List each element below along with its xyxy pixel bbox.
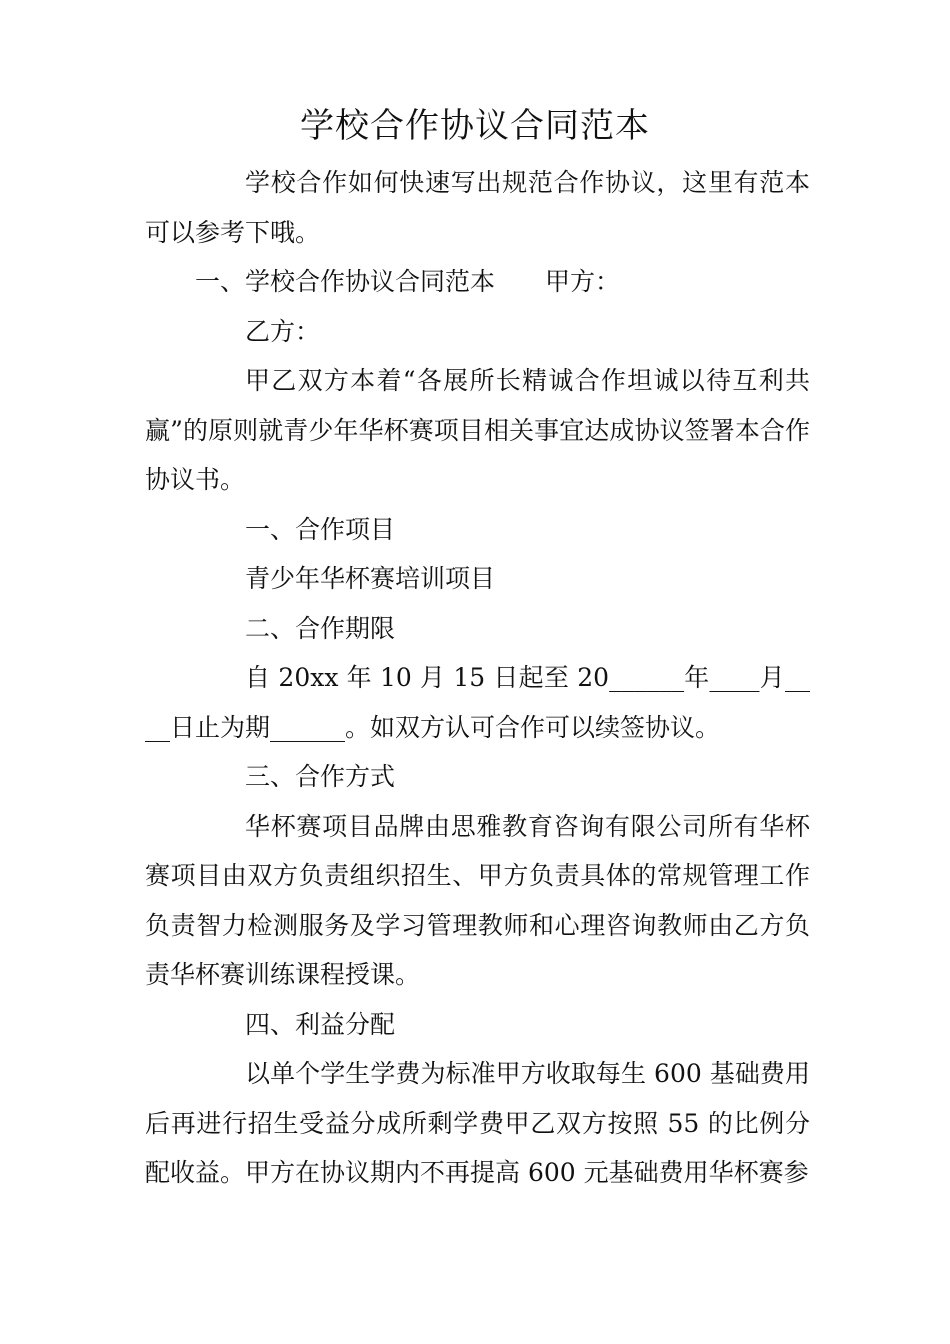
clause3-text: 华杯赛项目品牌由思雅教育咨询有限公司所有华杯赛项目由双方负责组织招生、甲方负责具体的常规管理工作负责智力检测服务及学习管理教师和心理咨询教师由乙方负责华杯赛训练课程授课。	[145, 811, 810, 989]
preamble-paragraph: 甲乙双方本着“各展所长精诚合作坦诚以待互利共赢”的原则就青少年华杯赛项目相关事宜达成协议签署本合作协议书。	[145, 366, 810, 494]
party-b-label: 乙方：	[245, 316, 321, 346]
section-heading: 一、学校合作协议合同范本	[195, 267, 496, 296]
clause1-heading: 一、合作项目	[245, 514, 396, 544]
document-body	[145, 158, 810, 1198]
intro-paragraph: 学校合作如何快速写出规范合作协议，这里有范本可以参考下哦。	[145, 168, 810, 247]
clause1-text: 青少年华杯赛培训项目	[245, 564, 496, 593]
clause2-heading: 二、合作期限	[245, 613, 396, 643]
document-title: 学校合作协议合同范本	[300, 106, 650, 146]
clause4-text: 以单个学生学费为标准甲方收取每生 600 基础费用后再进行招生受益分成所剩学费甲乙双方按照 55 的比例分配收益。甲方在协议期内不再提高 600 元基础费用华杯赛参	[145, 1059, 810, 1187]
clause3-heading: 三、合作方式	[245, 762, 396, 791]
clause2-text: 自 20xx 年 10 月 15 日起至 20______年____月____日止为期______。如双方认可合作可以续签协议。	[145, 663, 810, 742]
section-heading-line	[145, 257, 810, 307]
party-a-label: 甲方：	[545, 267, 621, 296]
clause4-heading: 四、利益分配	[245, 1009, 396, 1039]
